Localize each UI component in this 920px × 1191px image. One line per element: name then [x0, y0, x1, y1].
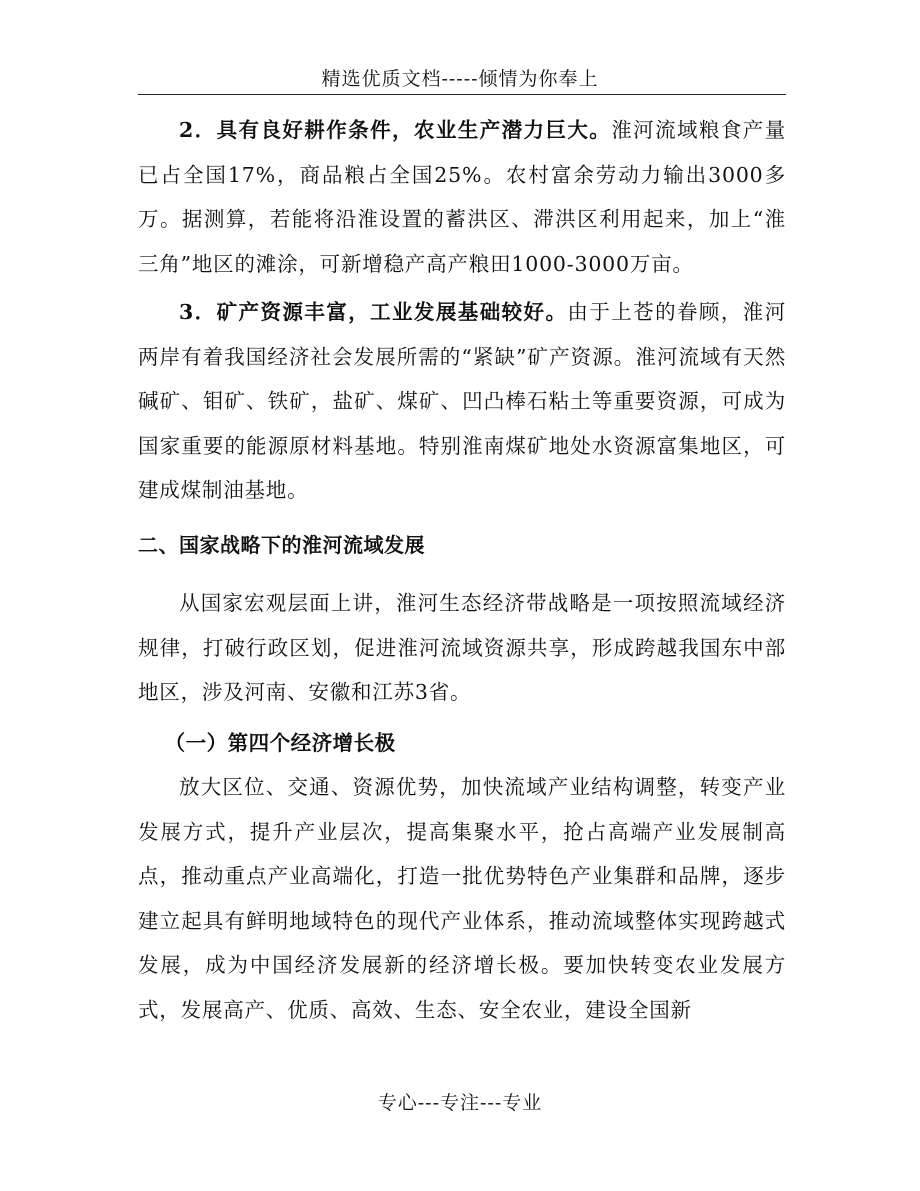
header-divider	[138, 94, 786, 95]
subsection-heading-growth-pole: （一）第四个经济增长极	[164, 730, 396, 755]
document-body	[138, 108, 786, 1032]
paragraph-growth-pole: 放大区位、交通、资源优势，加快流域产业结构调整，转变产业发展方式，提升产业层次，提高集聚水平，抢占高端产业发展制高点，推动重点产业高端化，打造一批优势特色产业集群和品牌，逐步建立起具有鲜明地域特色的现代产业体系，推动流域整体实现跨越式发展，成为中国经济发展新的经济增长极。要加快转变农业发展方式，发展高产、优质、高效、生态、安全农业，建设全国新	[138, 775, 786, 1022]
paragraph-lead-farming: 2．具有良好耕作条件，农业生产潜力巨大。	[179, 118, 612, 142]
paragraph-farming-conditions	[138, 108, 786, 286]
paragraph-mineral-resources	[138, 290, 786, 513]
section-heading-national-strategy: 二、国家战略下的淮河流域发展	[138, 532, 425, 557]
paragraph-national-strategy: 从国家宏观层面上讲，淮河生态经济带战略是一项按照流域经济规律，打破行政区划，促进淮河流域资源共享，形成跨越我国东中部地区，涉及河南、安徽和江苏3省。	[138, 591, 786, 704]
page-header: 精选优质文档-----倾情为你奉上	[321, 68, 599, 90]
paragraph-text-farming: 淮河流域粮食产量已占全国17%，商品粮占全国25%。农村富余劳动力输出3000多万。据测算，若能将沿淮设置的蓄洪区、滞洪区利用起来，加上“淮三角”地区的滩涂，可新增稳产高产粮田1000-3000万亩。	[138, 118, 786, 276]
paragraph-text-minerals: 由于上苍的眷顾，淮河两岸有着我国经济社会发展所需的“紧缺”矿产资源。淮河流域有天然碱矿、钼矿、铁矿，盐矿、煤矿、凹凸棒石粘土等重要资源，可成为国家重要的能源原材料基地。特别淮南煤矿地处水资源富集地区，可建成煤制油基地。	[138, 300, 786, 502]
paragraph-lead-minerals: 3．矿产资源丰富，工业发展基础较好。	[179, 300, 568, 324]
page-footer: 专心---专注---专业	[377, 1092, 543, 1114]
